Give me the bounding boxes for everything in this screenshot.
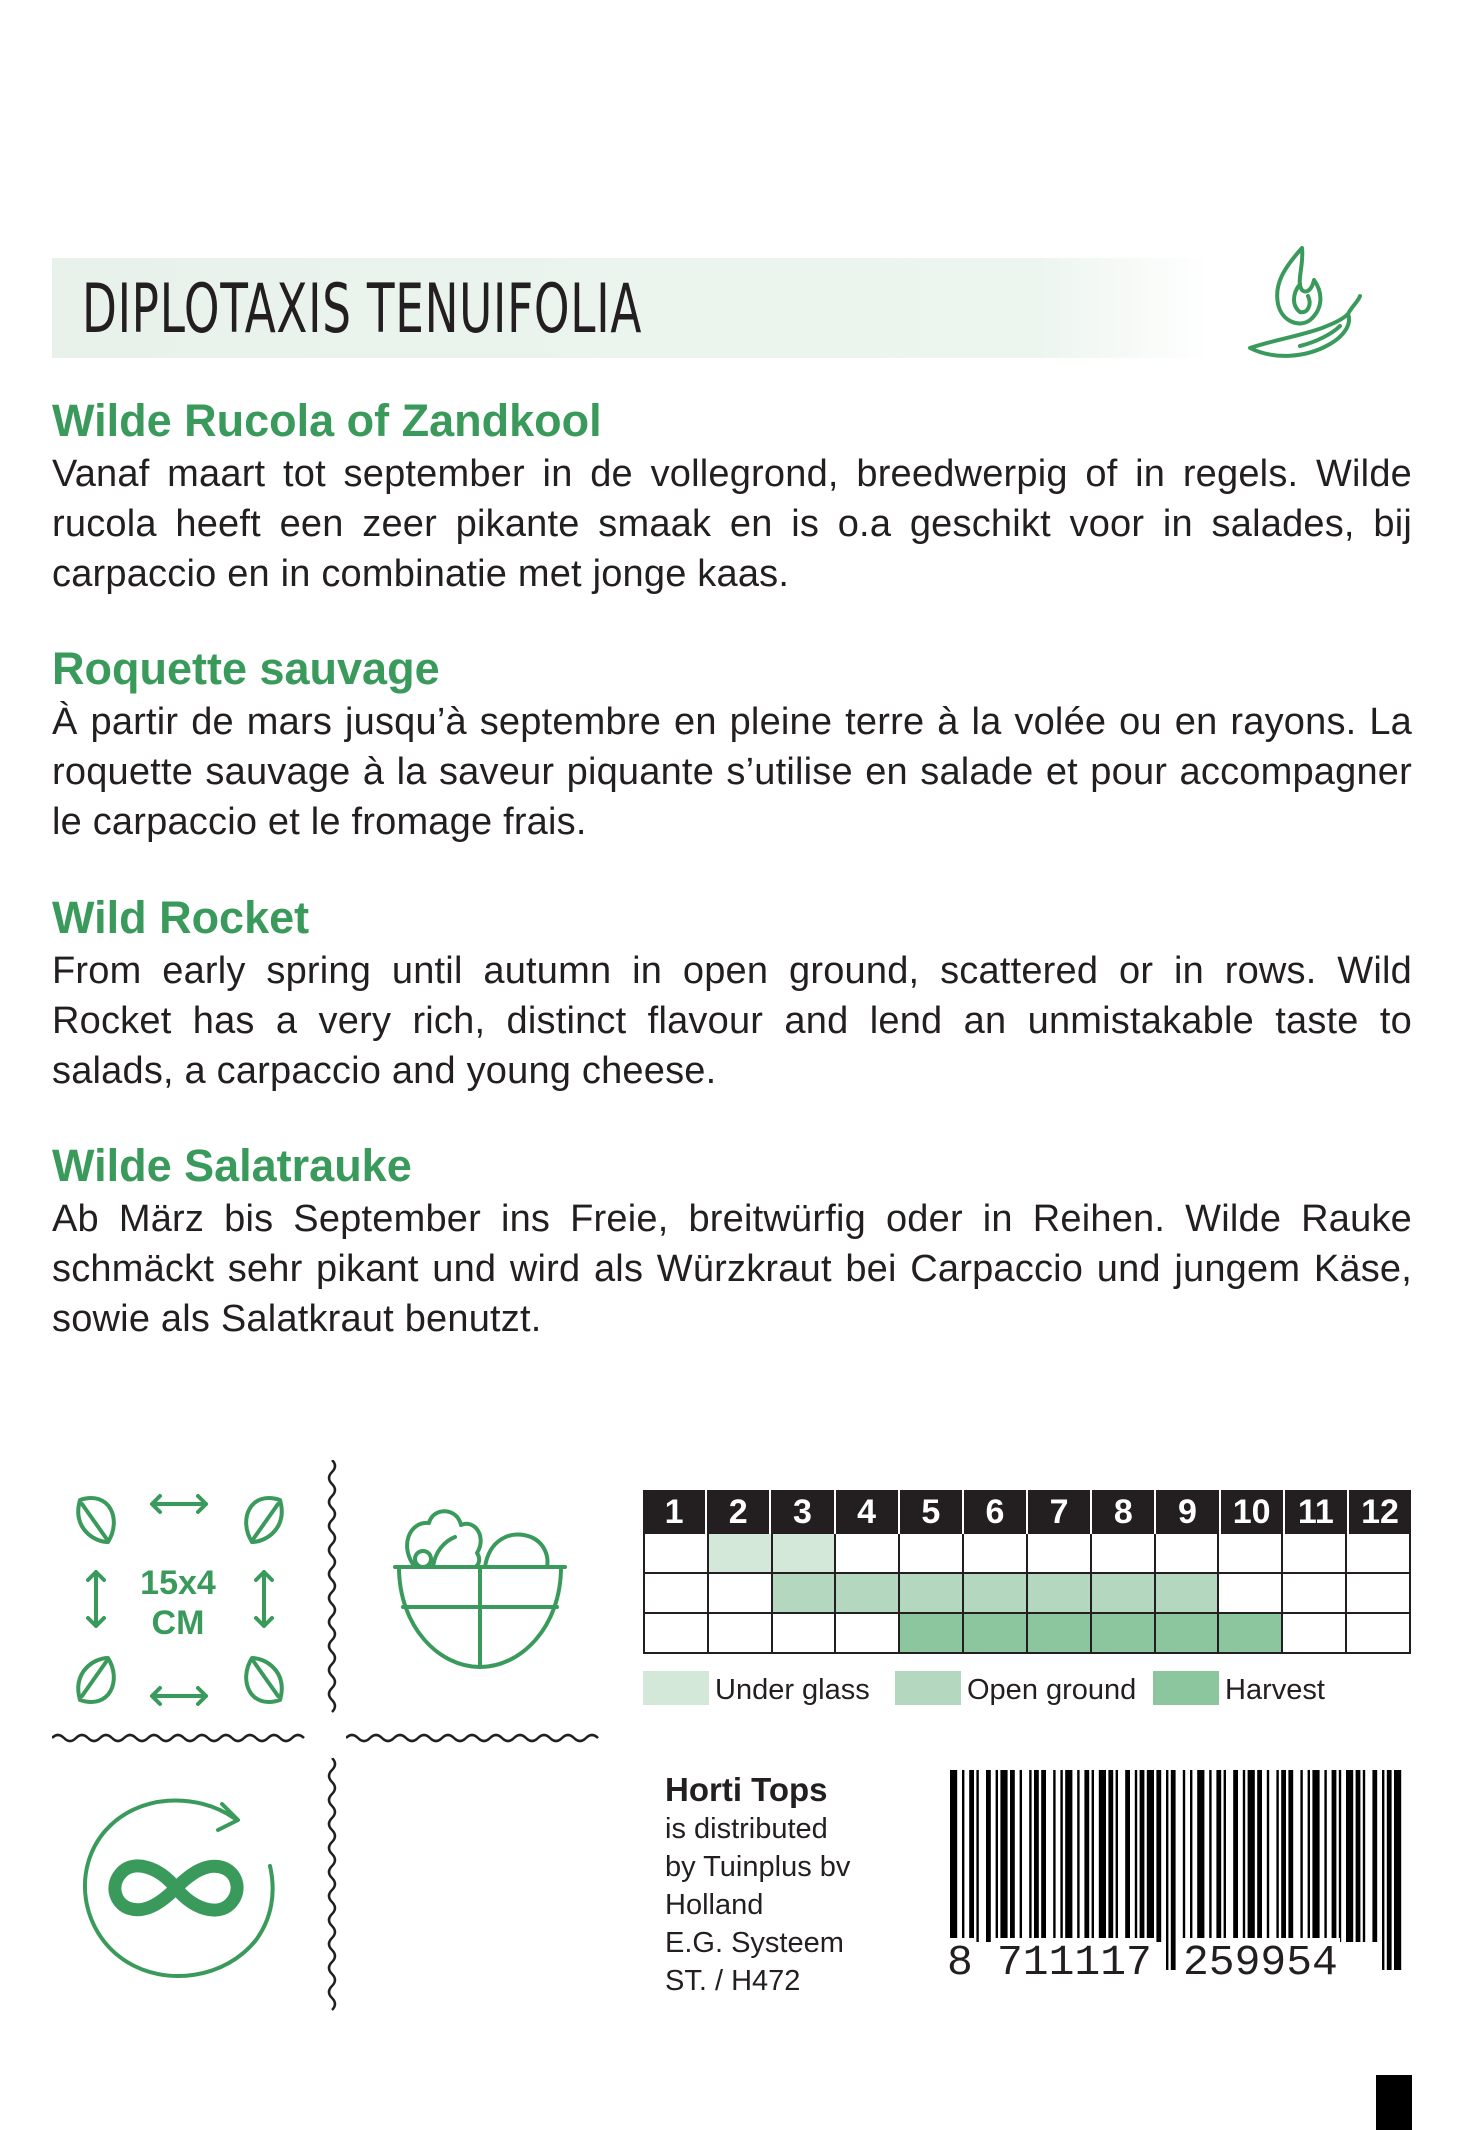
calendar-cell	[709, 1534, 773, 1574]
divider-horizontal-left	[52, 1730, 314, 1746]
barcode-bar	[1034, 1770, 1039, 1942]
barcode-bar	[1147, 1770, 1154, 1942]
calendar-cell	[900, 1574, 964, 1614]
calendar-cell	[964, 1614, 1028, 1654]
section-title: Wilde Salatrauke	[52, 1140, 412, 1191]
leaf-icon	[246, 1658, 282, 1702]
calendar-cell	[1156, 1614, 1220, 1654]
distributor-line: Holland	[665, 1889, 764, 1921]
month-2: 2	[707, 1490, 771, 1534]
barcode-bar	[1324, 1770, 1326, 1942]
latin-name: DIPLOTAXIS TENUIFOLIA	[82, 270, 643, 349]
flame-chili-icon	[1244, 240, 1364, 376]
barcode-bar	[1248, 1770, 1255, 1942]
calendar-cell	[1283, 1574, 1347, 1614]
barcode-bar	[996, 1770, 998, 1942]
barcode-bar	[1092, 1770, 1094, 1942]
calendar-cell	[1347, 1574, 1411, 1614]
calendar-cell	[1092, 1534, 1156, 1574]
barcode-bar	[1020, 1770, 1022, 1942]
plant-spacing-label	[118, 1563, 238, 1643]
barcode-bar	[986, 1770, 991, 1942]
brand-name: Horti Tops	[665, 1771, 828, 1808]
calendar-row-harvest	[643, 1614, 1411, 1654]
calendar-cell	[773, 1614, 837, 1654]
calendar-cell	[1219, 1614, 1283, 1654]
leaf-icon	[78, 1658, 114, 1702]
legend-label: Open ground	[967, 1674, 1137, 1706]
barcode-bar	[1135, 1770, 1137, 1942]
distributor-info	[665, 1770, 925, 2000]
legend-swatch-open-ground	[895, 1671, 961, 1705]
barcode-bar	[1308, 1770, 1310, 1942]
calendar-row-open-ground	[643, 1574, 1411, 1614]
barcode-bar	[1339, 1770, 1341, 1942]
arrow-horizontal-bottom-icon	[152, 1688, 206, 1704]
calendar-legend	[643, 1671, 1411, 1711]
section-german	[52, 1140, 1412, 1344]
calendar-cell	[1283, 1614, 1347, 1654]
calendar-cell	[1092, 1614, 1156, 1654]
barcode-bar	[1041, 1770, 1046, 1942]
barcode-bar	[1224, 1770, 1226, 1942]
calendar-cell	[900, 1534, 964, 1574]
barcode-bar	[1190, 1770, 1192, 1942]
calendar-cell	[836, 1574, 900, 1614]
barcode-bar	[1394, 1770, 1401, 1970]
month-10: 10	[1221, 1490, 1285, 1534]
distributor-line: by Tuinplus bv	[665, 1851, 851, 1883]
barcode-bar	[1276, 1770, 1278, 1942]
legend-label: Harvest	[1225, 1674, 1325, 1706]
month-6: 6	[964, 1490, 1028, 1534]
section-dutch	[52, 395, 1412, 599]
barcode-bar	[1332, 1770, 1337, 1942]
barcode-bar	[1197, 1770, 1204, 1942]
barcode-bar	[1216, 1770, 1221, 1942]
barcode-bar	[1267, 1770, 1269, 1942]
calendar-cell	[1347, 1534, 1411, 1574]
month-3: 3	[771, 1490, 835, 1534]
calendar-cell	[1156, 1534, 1220, 1574]
barcode-bar	[1077, 1770, 1079, 1942]
barcode-bar	[1363, 1770, 1365, 1942]
barcode-bar	[1209, 1770, 1211, 1942]
barcode-bar	[1300, 1770, 1302, 1942]
divider-vertical-bottom	[322, 1758, 342, 2018]
barcode-bar	[1116, 1770, 1118, 1942]
barcode-bar	[969, 1770, 974, 1942]
barcode-bar	[1281, 1770, 1286, 1942]
spacing-unit: CM	[151, 1604, 205, 1642]
barcode-bar	[1010, 1770, 1015, 1942]
salad-bowl-icon	[385, 1497, 575, 1687]
calendar-header	[643, 1490, 1411, 1534]
barcode-group-right: 259954	[1183, 1938, 1338, 1987]
barcode-bar	[1243, 1770, 1245, 1942]
month-5: 5	[900, 1490, 964, 1534]
month-8: 8	[1092, 1490, 1156, 1534]
barcode-group-left: 711117	[997, 1938, 1152, 1987]
calendar-cell	[1347, 1614, 1411, 1654]
barcode-first-digit: 8	[947, 1938, 973, 1987]
barcode-bar	[1140, 1770, 1145, 1942]
barcode-bar	[1084, 1770, 1089, 1942]
calendar-row-under-glass	[643, 1534, 1411, 1574]
calendar-cell	[1092, 1574, 1156, 1614]
barcode-bar	[1000, 1770, 1007, 1942]
barcode-bar	[1183, 1770, 1185, 1942]
calendar-rows	[643, 1534, 1411, 1654]
month-12: 12	[1361, 1493, 1399, 1531]
month-9: 9	[1156, 1490, 1220, 1534]
section-title: Wild Rocket	[52, 892, 310, 943]
section-text: Vanaf maart tot september in de vollegrond, breedwerpig of in regels. Wilde rucola heeft een zeer pikante smaak en is o.a geschikt voor in salades, bij carpaccio en in combinatie met jonge kaas.	[52, 453, 1412, 595]
calendar-cell	[645, 1614, 709, 1654]
infinity-cycle-icon	[66, 1788, 286, 1988]
calendar-cell	[773, 1534, 837, 1574]
legend-swatch-harvest	[1153, 1671, 1219, 1705]
leaf-icon	[78, 1498, 114, 1542]
month-1: 1	[643, 1490, 707, 1534]
barcode-number	[945, 1938, 1395, 1988]
barcode-bar	[1288, 1770, 1293, 1942]
section-text: Ab März bis September ins Freie, breitwürfig oder in Reihen. Wilde Rauke schmäckt sehr pikant und wird als Würzkraut bei Carpaccio und jungem Käse, sowie als Salatkraut benutzt.	[52, 1198, 1412, 1340]
calendar-cell	[1283, 1534, 1347, 1574]
month-7: 7	[1028, 1490, 1092, 1534]
month-11: 11	[1285, 1490, 1349, 1534]
calendar-cell	[1028, 1574, 1092, 1614]
spacing-value: 15x4	[140, 1564, 216, 1602]
barcode-bar	[1029, 1770, 1031, 1942]
section-english	[52, 892, 1412, 1096]
calendar-cell	[836, 1534, 900, 1574]
calendar-cell	[1219, 1534, 1283, 1574]
calendar-cell	[1028, 1614, 1092, 1654]
barcode-bar	[1060, 1770, 1062, 1942]
arrow-horizontal-top-icon	[152, 1496, 206, 1512]
divider-horizontal-right	[346, 1730, 608, 1746]
barcode-bar	[1372, 1770, 1377, 1942]
barcode-bar	[976, 1770, 978, 1942]
divider-vertical-top	[322, 1460, 342, 1720]
latin-name-band	[52, 258, 1212, 358]
calendar-cell	[964, 1574, 1028, 1614]
legend-label: Under glass	[715, 1674, 870, 1706]
barcode-bar	[1099, 1770, 1106, 1942]
calendar-cell	[900, 1614, 964, 1654]
calendar-cell	[709, 1614, 773, 1654]
legend-swatch-under-glass	[643, 1671, 709, 1705]
barcode-bar	[1125, 1770, 1130, 1942]
barcode-bar	[1257, 1770, 1262, 1942]
sowing-calendar	[643, 1490, 1411, 1654]
barcode-bar	[1356, 1770, 1361, 1942]
barcode-bar	[1156, 1770, 1161, 1942]
calendar-cell	[1156, 1574, 1220, 1614]
calendar-cell	[645, 1534, 709, 1574]
barcode-bar	[1108, 1770, 1113, 1942]
calendar-cell	[709, 1574, 773, 1614]
section-french	[52, 643, 1412, 847]
month-4: 4	[836, 1490, 900, 1534]
section-text: À partir de mars jusqu’à septembre en pleine terre à la volée ou en rayons. La roquette sauvage à la saveur piquante s’utilise en salade et pour accompagner le carpaccio et le fromage frais.	[52, 701, 1412, 843]
calendar-cell	[964, 1534, 1028, 1574]
distributor-line: E.G. Systeem	[665, 1927, 844, 1959]
calendar-cell	[645, 1574, 709, 1614]
distributor-line: ST. / H472	[665, 1965, 801, 1997]
barcode-bar	[1065, 1770, 1072, 1942]
barcode-bar	[1346, 1770, 1353, 1942]
section-title: Wilde Rucola of Zandkool	[52, 395, 602, 446]
arrow-vertical-left-icon	[88, 1572, 104, 1626]
arrow-vertical-right-icon	[256, 1572, 272, 1626]
leaf-icon	[246, 1498, 282, 1542]
barcode-bar	[1312, 1770, 1319, 1942]
calendar-cell	[1219, 1574, 1283, 1614]
barcode-bar	[1233, 1770, 1238, 1942]
calendar-cell	[773, 1574, 837, 1614]
section-title: Roquette sauvage	[52, 643, 440, 694]
section-text: From early spring until autumn in open ground, scattered or in rows. Wild Rocket has a very rich, distinct flavour and lend an unmistakable taste to salads, a carpaccio and young cheese.	[52, 950, 1412, 1092]
calendar-cell	[836, 1614, 900, 1654]
barcode-bar	[1053, 1770, 1055, 1942]
calendar-cell	[1028, 1534, 1092, 1574]
print-mark	[1376, 2075, 1412, 2130]
distributor-line: is distributed	[665, 1813, 828, 1845]
